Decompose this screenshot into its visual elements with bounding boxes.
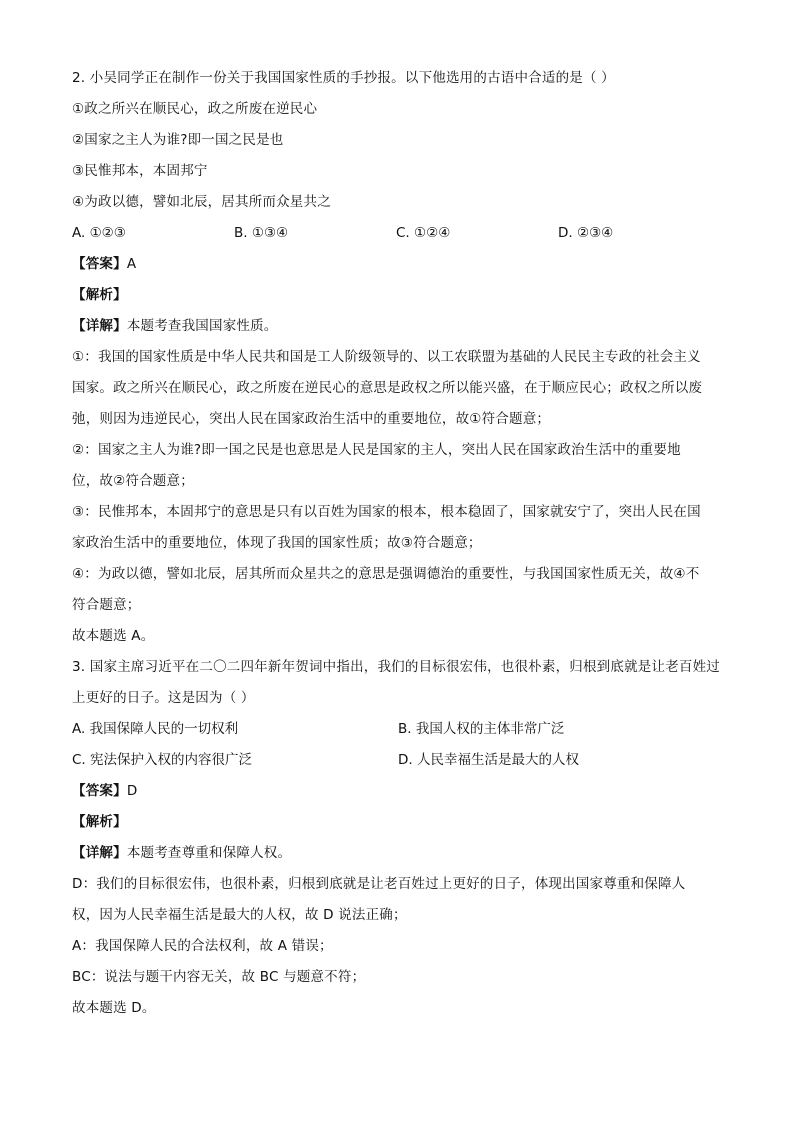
- q3-option-d: D. 人民幸福生活是最大的人权: [398, 752, 579, 768]
- q2-stem: 2. 小吴同学正在制作一份关于我国国家性质的手抄报。以下他选用的古语中合适的是（ ）: [72, 70, 615, 86]
- q2-detail-label: 【详解】: [72, 318, 127, 334]
- q2-detail: [72, 311, 724, 342]
- q2-explanation-line: 国家。政之所兴在顺民心，政之所废在逆民心的意思是政权之所以能兴盛，在于顺应民心；政权之所以废: [72, 380, 703, 396]
- q2-explanation-line: 位，故②符合题意；: [72, 473, 194, 489]
- q3-options-row-1: [72, 714, 724, 745]
- q2-explanation-line: 符合题意；: [72, 597, 141, 613]
- q2-item: ②国家之主人为谁?即一国之民是也: [72, 132, 284, 148]
- q3-stem-line: 3. 国家主席习近平在二〇二四年新年贺词中指出，我们的目标很宏伟，也很朴素，归根到底就是让老百姓过: [72, 659, 720, 675]
- q3-explanation-line: BC：说法与题干内容无关，故 BC 与题意不符；: [72, 969, 366, 985]
- q2-option-a: A. ①②③: [72, 225, 126, 241]
- q3-analysis-label: 【解析】: [72, 814, 127, 830]
- q3-option-b: B. 我国人权的主体非常广泛: [398, 721, 565, 737]
- q3-explanation-line: A：我国保障人民的合法权利，故 A 错误；: [72, 938, 333, 954]
- q2-option-c: C. ①②④: [396, 225, 451, 241]
- q3-explanation-line: 权，因为人民幸福生活是最大的人权，故 D 说法正确；: [72, 907, 407, 923]
- q3-detail-text: 本题考查尊重和保障人权。: [126, 845, 292, 861]
- q2-explanation-line: 家政治生活中的重要地位，体现了我国的国家性质；故③符合题意；: [72, 535, 482, 551]
- q2-explanation-line: ③：民惟邦本，本固邦宁的意思是只有以百姓为国家的根本，根本稳固了，国家就安宁了，突出人民在国: [72, 504, 701, 520]
- q2-answer: [72, 249, 724, 280]
- q3-answer-label: 【答案】: [72, 783, 127, 799]
- q2-item: ③民惟邦本，本固邦宁: [72, 163, 208, 179]
- q2-explanation-line: 弛，则因为违逆民心，突出人民在国家政治生活中的重要地位，故①符合题意；: [72, 411, 551, 427]
- q3-answer: [72, 776, 724, 807]
- q2-option-b: B. ①③④: [234, 225, 289, 241]
- q3-stem-line: 上更好的日子。这是因为（ ）: [72, 690, 255, 706]
- q3-option-a: A. 我国保障人民的一切权利: [72, 721, 239, 737]
- q2-explanation-line: ②：国家之主人为谁?即一国之民是也意思是人民是国家的主人，突出人民在国家政治生活中的重要地: [72, 442, 681, 458]
- q2-explanation-line: ①：我国的国家性质是中华人民共和国是工人阶级领导的、以工农联盟为基础的人民民主专政的社会主义: [72, 349, 701, 365]
- document-page: [72, 63, 724, 1024]
- q2-analysis-label: 【解析】: [72, 287, 127, 303]
- q2-answer-value: A: [126, 256, 137, 272]
- q3-answer-value: D: [126, 783, 138, 799]
- q3-explanation-line: D：我们的目标很宏伟，也很朴素，归根到底就是让老百姓过上更好的日子，体现出国家尊重和保障人: [72, 876, 686, 892]
- q2-answer-label: 【答案】: [72, 256, 127, 272]
- q3-detail: [72, 838, 724, 869]
- q2-option-d: D. ②③④: [558, 225, 614, 241]
- q3-options-row-2: [72, 745, 724, 776]
- q3-detail-label: 【详解】: [72, 845, 127, 861]
- q2-explanation-line: ④：为政以德，譬如北辰，居其所而众星共之的意思是强调德治的重要性，与我国国家性质无关，故④不: [72, 566, 700, 582]
- q3-option-c: C. 宪法保护入权的内容很广泛: [72, 752, 253, 768]
- q2-detail-text: 本题考查我国国家性质。: [126, 318, 278, 334]
- q2-conclusion: 故本题选 A。: [72, 628, 155, 644]
- q2-options: [72, 218, 724, 249]
- q2-item: ①政之所兴在顺民心，政之所废在逆民心: [72, 101, 318, 117]
- q3-conclusion: 故本题选 D。: [72, 1000, 156, 1016]
- q2-item: ④为政以德，譬如北辰，居其所而众星共之: [72, 194, 331, 210]
